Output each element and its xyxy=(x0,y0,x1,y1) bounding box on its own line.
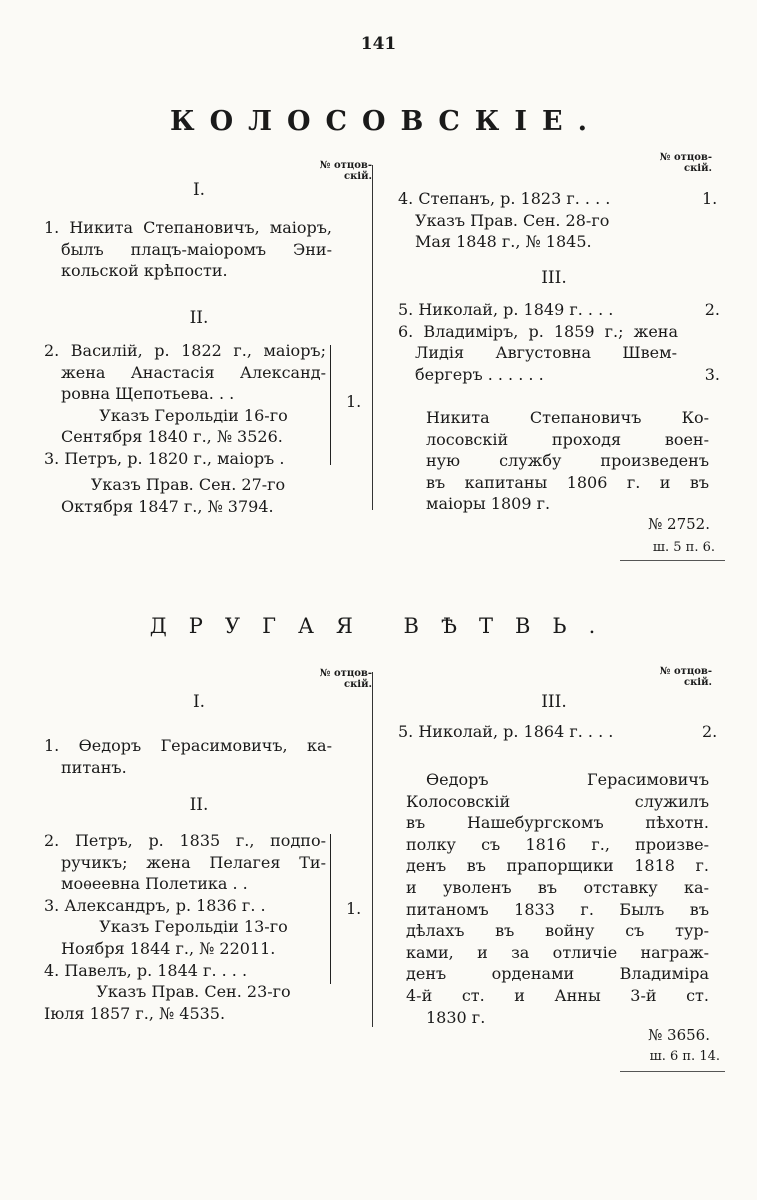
entry-line: Мая 1848 г., № 1845. xyxy=(415,232,592,252)
entry-line: 4. Степанъ, р. 1823 г. . . . xyxy=(398,189,611,208)
generation-heading: I. xyxy=(192,180,206,200)
generation-heading: II. xyxy=(189,795,209,815)
entry-line: Октября 1847 г., № 3794. xyxy=(61,496,274,516)
entry-text: бергеръ . . . . . . xyxy=(415,364,544,384)
note-line: 1830 г. xyxy=(426,1007,486,1027)
column-header-line: скій. xyxy=(343,679,372,690)
entry-line: 4. Павелъ, р. 1844 г. . . . xyxy=(44,960,248,980)
entry-nikolay-vladimir xyxy=(398,299,720,385)
entry-line: Указъ Герольдіи 13-го xyxy=(99,917,288,937)
column-header-line: № отцов- xyxy=(319,668,372,679)
father-number: 1. xyxy=(702,189,718,208)
note-line: лосовскій проходя воен- xyxy=(426,429,709,449)
column-header-right xyxy=(640,666,712,688)
biography-note xyxy=(406,769,709,1028)
entry-line: Сентября 1840 г., № 3526. xyxy=(61,427,283,447)
divider xyxy=(620,1071,725,1072)
divider xyxy=(620,560,725,561)
note-line: ками, и за отличіе награж- xyxy=(406,942,709,962)
entry-line xyxy=(398,364,720,386)
generation-heading: II. xyxy=(189,308,209,328)
entry-stepan xyxy=(398,188,690,253)
father-number: 1. xyxy=(346,899,362,918)
entry-petr-alexander-pavel xyxy=(44,830,326,1024)
entry-vasily-petr xyxy=(44,340,326,470)
column-header-line: скій. xyxy=(683,163,712,174)
archive-number: № 2752. xyxy=(648,515,710,533)
column-header-line: № отцов- xyxy=(659,152,712,163)
father-number: 2. xyxy=(702,722,718,741)
note-line: дѣлахъ въ войну съ тур- xyxy=(406,921,709,941)
entry-line: ручикъ; жена Пелагея Ти- xyxy=(61,852,326,872)
entry-line: 2. Петръ, р. 1835 г., подпо- xyxy=(44,831,326,850)
column-header-right xyxy=(640,152,712,174)
note-line: и уволенъ въ отставку ка- xyxy=(406,877,709,897)
entry-line: Указъ Прав. Сен. 28-го xyxy=(415,210,610,230)
column-divider xyxy=(372,672,373,1027)
note-line: Ѳедоръ Герасимовичъ xyxy=(426,770,709,789)
entry-line: Іюля 1857 г., № 4535. xyxy=(44,1003,226,1023)
entry-line: 2. Василій, р. 1822 г., маіоръ; xyxy=(44,341,326,360)
entry-line: питанъ. xyxy=(61,757,127,777)
column-header-left xyxy=(300,668,372,690)
entry-fedor xyxy=(44,735,332,778)
note-line: питаномъ 1833 г. Былъ въ xyxy=(406,899,709,919)
note-line: Никита Степановичъ Ко- xyxy=(426,408,709,427)
archive-location: ш. 6 п. 14. xyxy=(649,1049,720,1064)
generation-heading: III. xyxy=(541,692,567,712)
father-number: 3. xyxy=(704,364,720,384)
entry-line: моѳеевна Полетика . . xyxy=(61,874,248,894)
note-line: въ капитаны 1806 г. и въ xyxy=(426,472,709,492)
father-number: 1. xyxy=(346,392,362,411)
generation-heading: III. xyxy=(541,268,567,288)
page-title: КОЛОСОВСКІЕ. xyxy=(170,106,602,137)
entry-line: 3. Александръ, р. 1836 г. . xyxy=(44,895,266,915)
entry-decree xyxy=(44,474,332,517)
column-header-line: скій. xyxy=(683,677,712,688)
column-header-left xyxy=(300,160,372,182)
entry-line: кольской крѣпости. xyxy=(61,261,228,281)
note-line: ную службу произведенъ xyxy=(426,451,709,471)
entry-line: Указъ Прав. Сен. 23-го xyxy=(96,982,291,1002)
archive-number: № 3656. xyxy=(648,1026,710,1044)
entry-nikita xyxy=(44,217,332,282)
bracket xyxy=(326,834,331,984)
entry-line xyxy=(398,299,720,321)
entry-line: былъ плацъ-маіоромъ Эни- xyxy=(61,239,332,259)
entry-line: Указъ Прав. Сен. 27-го xyxy=(90,475,286,494)
biography-note xyxy=(426,407,709,515)
entry-line: 6. Владиміръ, р. 1859 г.; жена xyxy=(398,321,678,341)
entry-line: Ноября 1844 г., № 22011. xyxy=(61,938,276,958)
note-line: маіоры 1809 г. xyxy=(426,494,551,514)
archive-location: ш. 5 п. 6. xyxy=(652,540,715,555)
note-line: Колосовскій служилъ xyxy=(406,791,709,811)
entry-text: 5. Николай, р. 1849 г. . . . xyxy=(398,300,614,319)
entry-line: ровна Щепотьева. . . xyxy=(61,384,235,404)
column-header-line: скій. xyxy=(343,171,372,182)
generation-heading: I. xyxy=(192,692,206,712)
note-line: денъ въ прапорщики 1818 г. xyxy=(406,856,709,876)
entry-nikolay: 5. Николай, р. 1864 г. . . . xyxy=(398,722,614,741)
bracket xyxy=(326,345,331,465)
entry-line: 1. Ѳедоръ Герасимовичъ, ка- xyxy=(44,736,332,755)
column-header-line: № отцов- xyxy=(319,160,372,171)
column-divider xyxy=(372,165,373,510)
entry-line: Лидія Августовна Швем- xyxy=(415,343,677,363)
section-subtitle: ДРУГАЯ ВѢТВЬ. xyxy=(149,614,618,638)
page-number: 141 xyxy=(360,34,397,54)
note-line: 4-й ст. и Анны 3-й ст. xyxy=(406,985,709,1005)
entry-line: 1. Никита Степановичъ, маіоръ, xyxy=(44,218,332,237)
note-line: въ Нашебургскомъ пѣхотн. xyxy=(406,813,709,833)
entry-line: жена Анастасія Александ- xyxy=(61,362,326,382)
note-line: полку съ 1816 г., произве- xyxy=(406,834,709,854)
father-number: 2. xyxy=(704,300,720,319)
entry-line: 3. Петръ, р. 1820 г., маіоръ . xyxy=(44,448,285,468)
entry-line: Указъ Герольдіи 16-го xyxy=(99,405,288,425)
note-line: денъ орденами Владиміра xyxy=(406,964,709,984)
column-header-line: № отцов- xyxy=(659,666,712,677)
